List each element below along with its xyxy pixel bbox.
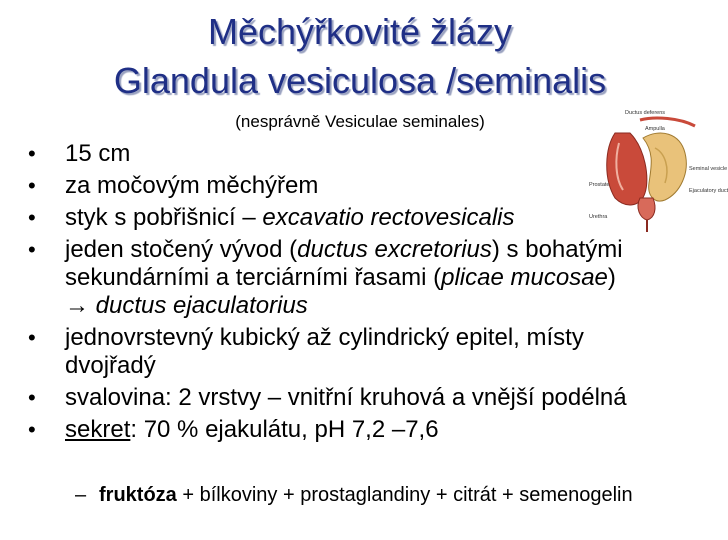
subtitle: (nesprávně Vesiculae seminales): [235, 112, 485, 131]
label-ampulla: Ampulla: [645, 126, 665, 132]
bullet-item: • svalovina: 2 vrstvy – vnitřní kruhová a vnější podélná: [28, 384, 627, 411]
label-seminal-vesicle: Seminal vesicle: [689, 166, 728, 172]
label-urethra: Urethra: [589, 214, 608, 220]
bullet-item: • jeden stočený vývod (ductus excretorius) s bohatými sekundárními a terciárními řasami (plicae mucosae) → ductus ejaculatorius: [28, 236, 623, 319]
bullet-item: • sekret: 70 % ejakulátu, pH 7,2 –7,6: [28, 416, 439, 443]
label-ejaculatory-duct: Ejaculatory duct: [689, 188, 728, 194]
title-line-2: Glandula vesiculosa /seminalis: [113, 60, 607, 101]
bullet-item: • 15 cm: [28, 140, 131, 167]
sub-bullet: – fruktóza + bílkoviny + prostaglandiny + citrát + semenogelin: [75, 484, 633, 506]
anatomy-illustration: [585, 108, 728, 233]
label-prostate: Prostate: [589, 182, 610, 188]
bullet-item: • styk s pobřišnicí – excavatio rectovesicalis: [28, 204, 515, 231]
label-ductus-deferens: Ductus deferens: [625, 110, 666, 116]
title-line-1: Měchýřkovité žlázy: [207, 11, 513, 52]
bullet-item: • za močovým měchýřem: [28, 172, 319, 199]
bullet-item: • jednovrstevný kubický až cylindrický epitel, místy dvojřadý: [28, 324, 584, 379]
